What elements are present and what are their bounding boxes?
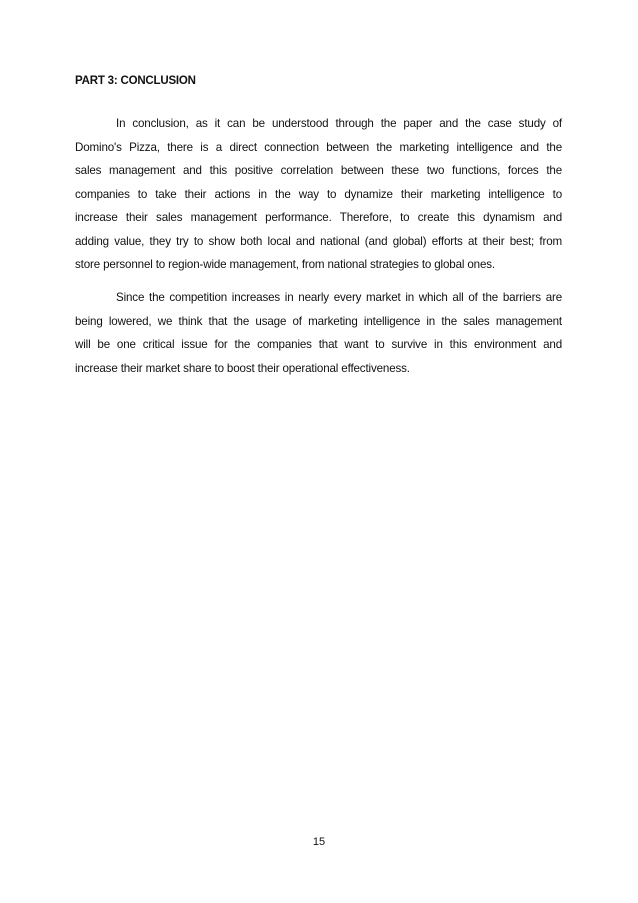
section-heading: PART 3: CONCLUSION bbox=[75, 75, 196, 87]
paragraph-line: being lowered, we think that the usage of marketing intelligence in the sales management bbox=[75, 314, 562, 328]
paragraph-line: increase their market share to boost their operational effectiveness. bbox=[75, 361, 410, 375]
paragraph-line: Domino's Pizza, there is a direct connection between the marketing intelligence and the bbox=[75, 140, 562, 154]
paragraph-line: store personnel to region-wide management, from national strategies to global ones. bbox=[75, 258, 495, 271]
paragraph-line: will be one critical issue for the companies that want to survive in this environment and bbox=[75, 338, 562, 351]
paragraph-line: adding value, they try to show both local and national (and global) efforts at their best; from bbox=[75, 234, 562, 248]
paragraph-line: companies to take their actions in the way to dynamize their marketing intelligence to bbox=[75, 187, 562, 201]
paragraph-line: increase their sales management performance. Therefore, to create this dynamism and bbox=[75, 211, 562, 224]
paragraph-line: sales management and this positive correlation between these two functions, forces the bbox=[75, 164, 562, 177]
paragraph-line: Since the competition increases in nearly every market in which all of the barriers are bbox=[116, 291, 562, 304]
page-number: 15 bbox=[312, 836, 326, 848]
conclusion-paragraph-2 bbox=[75, 291, 562, 385]
paragraph-line: In conclusion, as it can be understood through the paper and the case study of bbox=[116, 117, 562, 130]
conclusion-paragraph-1 bbox=[75, 117, 562, 282]
